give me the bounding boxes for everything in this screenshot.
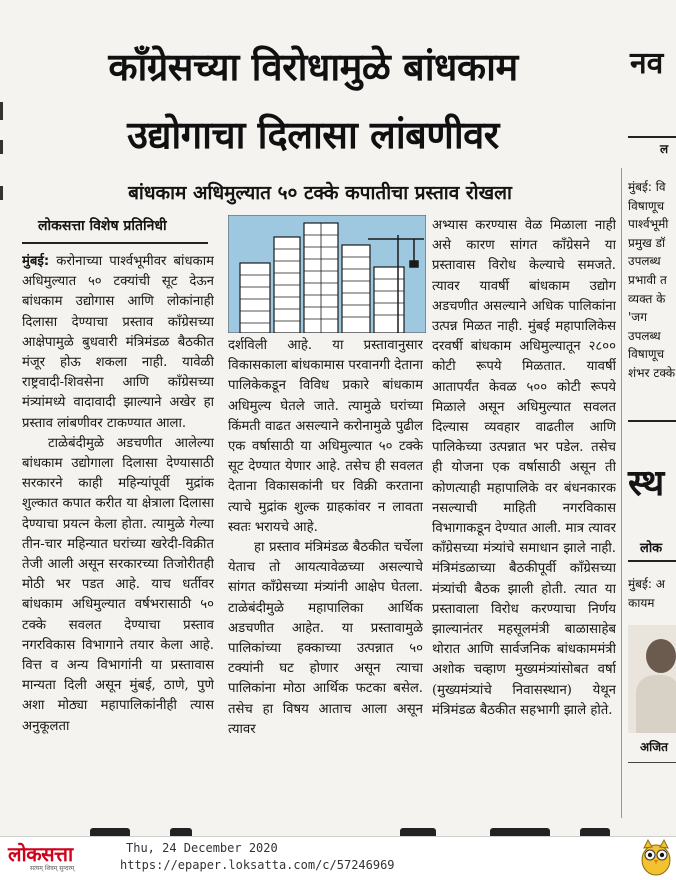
right-line: प्रमुख डॉ [628,235,666,250]
headline-line-1: काँग्रेसच्या विरोधामुळे बांधकाम [108,45,518,89]
right-line: 'जग [628,310,647,325]
right-headline-fragment: नव [630,46,664,81]
right-top-rule [628,136,676,138]
dateline: मुंबई: [22,254,50,269]
right-caption-rule [628,762,676,763]
right-line: उपलब्ध [628,328,661,343]
right-line: कायम [628,595,655,610]
owl-icon[interactable] [640,838,672,876]
col1-paragraph-2: टाळेबंदीमुळे अडचणीत आलेल्या बांधकाम उद्योगाला दिलासा देण्यासाठी सरकारने काही महिन्यांपूर्वी मुद्रांक शुल्कात कपात करीत या क्षेत्राला दिलासा देण्याचा प्रयत्न केला होता. त्यामुळे गेल्या तीन-चार महिन्यात घरांच्या खरेदी-विक्रीत तेजी आली असून सरकारच्या तिजोरीतही मोठी भर पडत आहे. याच धर्तीवर बांधकाम अधिमुल्यात वर्षभरासाठी ५० टक्के सवलत देण्याचा प्रस्ताव नगरविकास विभागाने तयार केला आहे. वित्त व अन्य विभागांनी या प्रस्तावास मान्यता दिली असून मुंबई, ठाणे, पुणे अशा मोठ्या महापालिकांनीही त्यास अनुकूलता [22,435,214,734]
next-headline-fragment [20,826,660,836]
right-line: विषाणूच [628,198,665,213]
byline: लोकसत्ता विशेष प्रतिनिधी [38,218,167,234]
right-line: विषाणूच [628,347,665,362]
right-column-text [628,178,676,383]
right-line: मुंबई: अ [628,577,665,591]
right-column-text-2 [628,575,676,612]
headline-line-2: उद्योगाचा दिलासा लांबणीवर [127,113,499,157]
article-column-1 [22,252,214,772]
right-small-fragment: ल [660,142,669,156]
article-column-2 [228,336,423,776]
right-line: मुंबई: वि [628,180,666,194]
subheadline: बांधकाम अधिमुल्यात ५० टक्के कपातीचा प्रस्ताव रोखला [128,182,512,204]
logo-text: लोकसत्ता [8,842,73,866]
right-line: पार्श्वभूमी [628,217,669,232]
right-headline2-fragment: स्थ [628,463,665,504]
column-divider [621,168,622,818]
col2-paragraph-1: दर्शविली आहे. या प्रस्तावानुसार विकासकाला बांधकामास परवानगी देताना पालिकेकडून विविध प्रकारे बांधकाम अधिमुल्य घेतले जाते. त्यामुळे घरांच्या किंमती वाढत असल्याने करोनामुळे पुढील एक वर्षासाठी या अधिमुल्यात ५० टक्के सूट देण्यात येणार आहे. तसेच ही सवलत देताना विकासकांनी घर विक्री करताना त्याचे मुद्रांक शुल्क ग्राहकांवर न लावता स्वतः भरायचे आहे. [228,338,423,535]
left-edge-fragment [0,100,4,240]
article-column-3 [432,216,616,776]
right-byline-rule [628,560,676,562]
logo-tagline: सत्यम् शिवम् सुन्दरम् [30,865,75,872]
right-line: शंभर टक्के [628,365,676,380]
right-photo-caption: अजित [640,740,669,754]
right-photo [628,625,676,733]
col2-paragraph-2: हा प्रस्ताव मंत्रिमंडळ बैठकीत चर्चेला येताच तो आयत्यावेळच्या असल्याचे सांगत काँग्रेसच्या मंत्र्यांनी आक्षेप घेतला. टाळेबंदीमुळे महापालिका आर्थिक अडचणीत आहेत. या प्रस्तावामुळे पालिकांच्या हक्काच्या उत्पन्नात ५० टक्यांनी घट होणार असून त्याचा पालिकांना मोठा आर्थिक फटका बसेल. तसेच हा विषय आताच आला असून त्यावर [228,540,423,737]
byline-rule [22,242,208,244]
col1-paragraph-1: करोनाच्या पार्श्वभूमीवर बांधकाम अधिमुल्यात ५० टक्यांची सूट देऊन बांधकाम उद्योगास आणि लोकांनाही दिलासा देण्याचा प्रस्ताव काँग्रेसच्या आक्षेपामुळे बुधवारी मंत्रिमंडळ बैठकीत मंजूर होऊ शकला नाही. यावेळी राष्ट्रवादी-शिवसेना आणि काँग्रेसच्या मंत्र्यांमध्ये वादावादी झाल्याने अखेर हा प्रस्ताव लांबणीवर टाकण्यात आला. [22,254,214,431]
right-line: प्रभावी त [628,272,667,287]
right-line: व्यक्त के [628,291,666,306]
construction-illustration [228,215,426,333]
right-line: उपलब्ध [628,254,661,269]
loksatta-logo[interactable] [8,843,116,873]
footer-url[interactable]: https://epaper.loksatta.com/c/57246969 [120,858,395,872]
right-byline-fragment: लोक [640,541,663,556]
col3-paragraph-1: अभ्यास करण्यास वेळ मिळाला नाही असे कारण सांगत काँग्रेसने या प्रस्तावास विरोध केल्याचे समजते. त्यावर यावर्षी बांधकाम उद्योग अडचणीत असल्याने अधिक पालिकांना उत्पन्न मिळत नाही. मुंबई महापालिकेस दरवर्षी बांधकाम अधिमुल्यातून २८०० कोटी रूपये मिळतात. यावर्षी आतापर्यंत केवळ ५०० कोटी रूपये मिळाले असून अधिमुल्यात सवलत दिल्यास व्यवहार वाढतील आणि पालिकेच्या उत्पन्नात भर पडेल. तसेच ही योजना एक वर्षासाठी असून ती कोणत्याही महापालिके वर बंधनकारक नसल्याची माहिती नगरविकास विभागाकडून देण्यात आली. मात्र त्यावर काँग्रेसच्या मंत्र्यांचे समाधान झाले नाही. मंत्रिमंडळाच्या बैठकीपूर्वी काँग्रेसच्या मंत्र्यांची बैठक झाली होती. त्यात या प्रस्तावाला विरोध करण्याचा निर्णय झाल्यानंतर महसूलमंत्री बाळासाहेब थोरात आणि सार्वजनिक बांधकाममंत्री अशोक चव्हाण मुख्यमंत्र्यांसोबत वर्षा (मुख्यमंत्र्यांचे निवासस्थान) येथून मंत्रिमंडळ बैठकीत सहभागी झाले होते. [432,218,616,718]
right-section-rule [628,420,676,422]
footer-date: Thu, 24 December 2020 [126,841,278,855]
